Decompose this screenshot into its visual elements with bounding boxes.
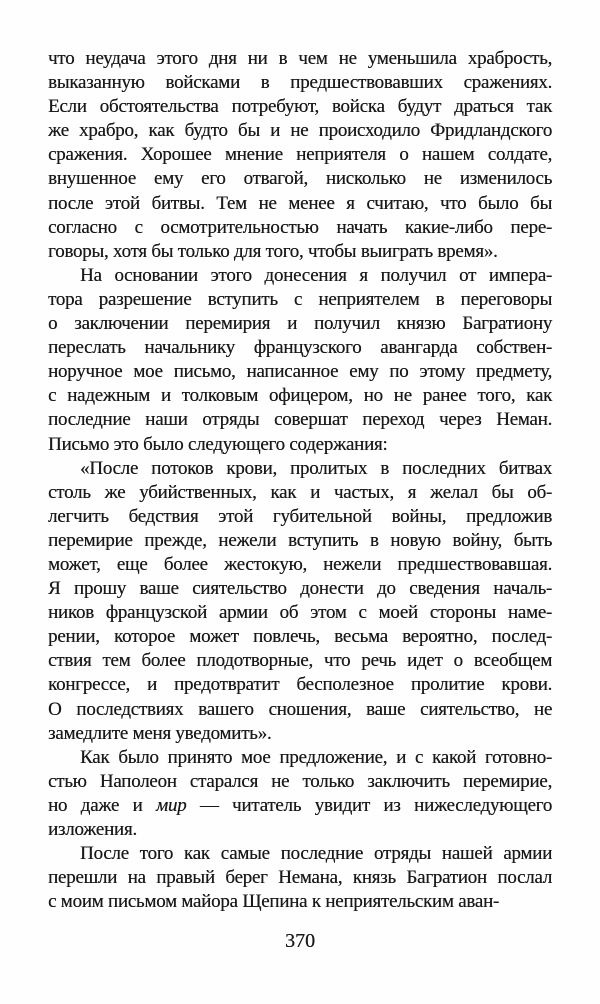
text-line: сражения. Хорошее мнение неприятеля о нашем солдате, [48,144,552,166]
text-line: может, еще более жестокую, нежели предшествовавшая. [48,553,552,575]
text-line: тора разрешение вступить с неприятелем в переговоры [48,288,552,310]
text-line: выказанную войсками в предшествовавших сражениях. [48,72,552,94]
paragraph [48,47,552,264]
page-number: 370 [285,930,315,952]
text-line: ников французской армии об этом с моей стороны наме- [48,602,552,624]
text-line: переслать начальнику французского авангарда собствен- [48,337,552,359]
text-line: внушенное ему его отвагой, нисколько не изменилось [48,168,552,190]
text-line: легчить бедствия этой губительной войны, предложив [48,505,552,527]
text-line: столь же убийственных, как и частых, я желал бы об- [48,481,552,503]
text-line: Письмо это было следующего содержания: [48,433,388,455]
text-line: замедлите меня уведомить». [48,722,272,744]
text-segment: но даже и [48,794,156,816]
text-line: «После потоков крови, пролитых в последних битвах [80,457,552,479]
text-line: согласно с осмотрительностью начать какие-либо пере- [48,216,552,238]
text-line: норучное мое письмо, написанное ему по этому предмету, [48,361,552,383]
text-line: стью Наполеон старался не только заключить перемирие, [48,770,552,792]
text-line [48,794,552,818]
text-line: с моим письмом майора Щепина к неприятельским аван- [48,891,499,913]
text-block [48,47,552,914]
text-line: что неудача этого дня ни в чем не уменьшила храбрость, [48,48,552,69]
text-line: после этой битвы. Тем не менее я считаю, что было бы [48,192,552,214]
text-line: перешли на правый берег Немана, князь Багратион послал [48,867,552,889]
text-line: О последствиях вашего сношения, ваше сиятельство, не [48,698,552,720]
paragraph [48,746,552,842]
paragraph [48,842,552,914]
text-line: рении, которое может повлечь, весьма вероятно, послед- [48,626,552,648]
text-line: На основании этого донесения я получил от импера- [80,264,552,286]
text-line: о заключении перемирия и получил князю Багратиону [48,313,552,335]
text-line: Если обстоятельства потребуют, войска будут драться так [48,96,552,118]
text-segment: — читатель увидит из нижеследующего [186,794,553,816]
paragraph [48,457,552,746]
text-line: же храбро, как будто бы и не происходило Фридландского [48,120,552,142]
text-line: изложения. [48,819,137,840]
italic-word: мир [155,794,187,816]
text-line: ствия тем более плодотворные, что речь идет о всеобщем [48,650,552,672]
text-line: Как было принято мое предложение, и с какой готовно- [80,746,552,768]
text-line: перемирие прежде, нежели вступить в новую войну, быть [48,529,552,551]
text-line: с надежным и толковым офицером, но не ранее того, как [48,385,552,407]
text-line: последние наши отряды совершат переход через Неман. [48,409,552,431]
paragraph [48,264,552,457]
text-line: конгрессе, и предотвратит бесполезное пролитие крови. [48,674,552,696]
text-line: Я прошу ваше сиятельство донести до сведения началь- [48,578,552,600]
text-line: После того как самые последние отряды нашей армии [80,843,552,865]
text-line: говоры, хотя бы только для того, чтобы выиграть время». [48,240,498,262]
